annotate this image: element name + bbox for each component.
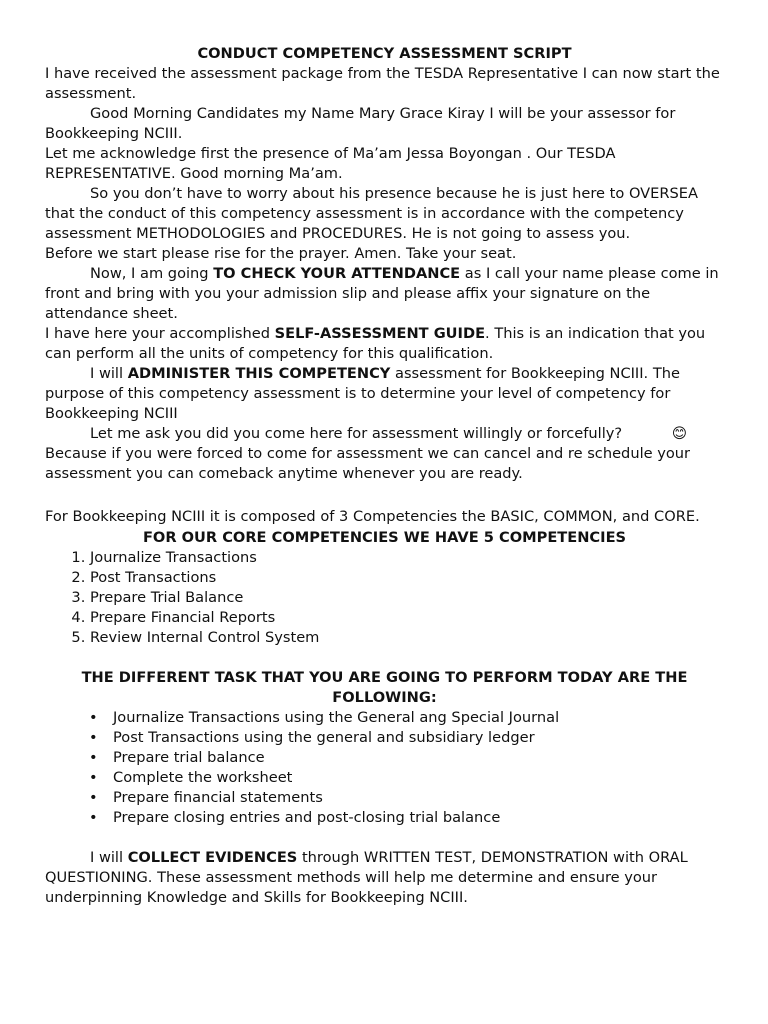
paragraph-competencies: For Bookkeeping NCIII it is composed of 3 Competencies the BASIC, COMMON, and CORE. (45, 508, 700, 525)
paragraph-administer (45, 364, 724, 424)
list-item: 3. Prepare Trial Balance (90, 588, 724, 608)
paragraph-evidences (45, 848, 724, 908)
paragraph-attendance (45, 264, 724, 324)
text-run: . This is an indication that you can perform all the units of competency for this qualification. (45, 325, 706, 362)
list-item: • Complete the worksheet (113, 768, 724, 788)
list-item: • Post Transactions using the general and subsidiary ledger (113, 728, 724, 748)
list-item: 4. Prepare Financial Reports (90, 608, 724, 628)
text-run: Now, I am going (90, 265, 214, 282)
smiley-icon: 😊 (671, 425, 688, 442)
paragraph-self-assessment (45, 324, 724, 364)
core-competencies-heading: FOR OUR CORE COMPETENCIES WE HAVE 5 COMPETENCIES (142, 529, 627, 546)
paragraph-willingly (45, 424, 724, 444)
list-item: 1. Journalize Transactions (90, 548, 724, 568)
document-title: CONDUCT COMPETENCY ASSESSMENT SCRIPT (197, 45, 572, 62)
list-item: • Prepare financial statements (113, 788, 724, 808)
tasks-heading: THE DIFFERENT TASK THAT YOU ARE GOING TO PERFORM TODAY ARE THE FOLLOWING: (81, 669, 688, 706)
list-item: 5. Review Internal Control System (90, 628, 724, 648)
paragraph-received-package: I have received the assessment package from the TESDA Representative I can now start the assessment. (45, 65, 720, 102)
core-competencies-list (45, 548, 724, 648)
text-run: assessment for Bookkeeping NCIII. The purpose of this competency assessment is to determine your level of competency for Bookkeeping NCIII (45, 365, 680, 422)
paragraph-prayer: Before we start please rise for the prayer. Amen. Take your seat. (45, 245, 517, 262)
text-run: I will (90, 365, 128, 382)
paragraph-oversea: So you don’t have to worry about his presence because he is just here to OVERSEA that the conduct of this competency assessment is in accordance with the competency assessment METHODOLOGIES and PROCEDURES. He is not going to assess you. (45, 185, 698, 242)
spacer (45, 648, 724, 668)
text-run: through WRITTEN TEST, DEMONSTRATION with ORAL QUESTIONING. These assessment methods will help me determine and ensure your underpinning Knowledge and Skills for Bookkeeping NCIII. (45, 849, 688, 906)
text-run: Let me ask you did you come here for assessment willingly or forcefully? (90, 425, 627, 442)
list-item: • Prepare closing entries and post-closing trial balance (113, 808, 724, 828)
spacer (45, 484, 724, 504)
bold-run: SELF-ASSESSMENT GUIDE (274, 325, 486, 342)
list-item: • Prepare trial balance (113, 748, 724, 768)
spacer (45, 828, 724, 848)
text-run: as I call your name please come in front and bring with you your admission slip and please affix your signature on the attendance sheet. (45, 265, 719, 322)
paragraph-forced: Because if you were forced to come for assessment we can cancel and re schedule your assessment you can comeback anytime whenever you are ready. (45, 445, 691, 482)
list-item: 2. Post Transactions (90, 568, 724, 588)
text-run: I have here your accomplished (45, 325, 275, 342)
tasks-list (45, 708, 724, 828)
paragraph-acknowledge: Let me acknowledge first the presence of Ma’am Jessa Boyongan . Our TESDA REPRESENTATIVE. Good morning Ma’am. (45, 145, 616, 182)
text-run: I will (90, 849, 128, 866)
bold-run: COLLECT EVIDENCES (127, 849, 298, 866)
bold-run: TO CHECK YOUR ATTENDANCE (213, 265, 461, 282)
paragraph-greeting: Good Morning Candidates my Name Mary Grace Kiray I will be your assessor for Bookkeeping NCIII. (45, 105, 676, 142)
bold-run: ADMINISTER THIS COMPETENCY (127, 365, 391, 382)
list-item: • Journalize Transactions using the General ang Special Journal (113, 708, 724, 728)
